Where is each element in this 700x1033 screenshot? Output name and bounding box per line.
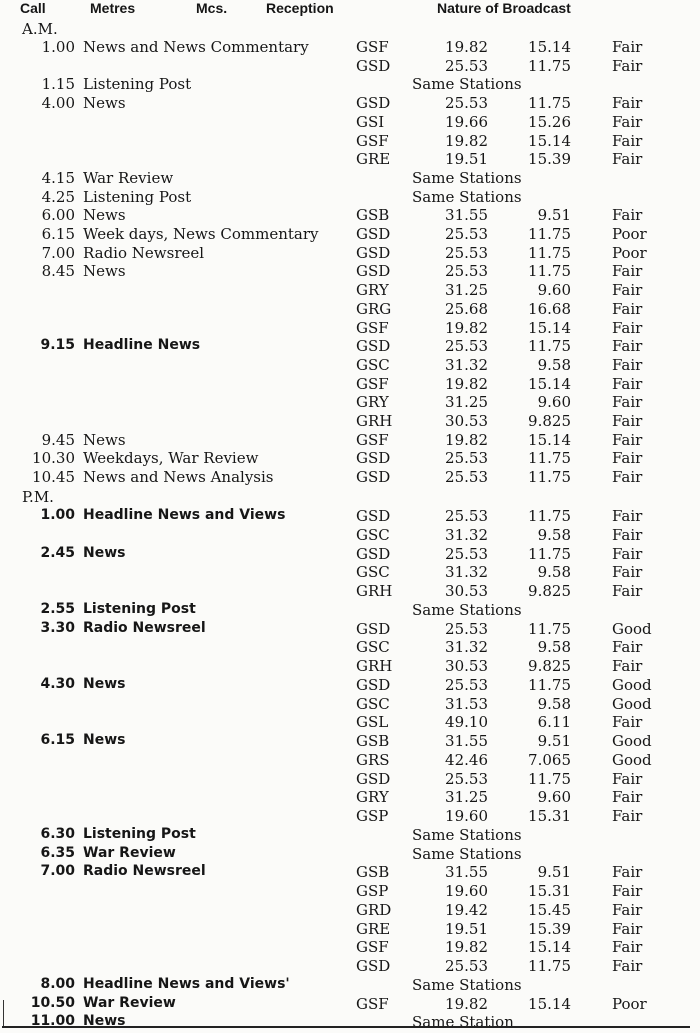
- same-stations-cell: Same Stations: [412, 826, 522, 844]
- metres-cell: 25.53: [445, 449, 488, 467]
- program-cell: Listening Post: [83, 601, 196, 617]
- mcs-cell: 15.14: [528, 38, 571, 56]
- call-sign-cell: GSF: [356, 38, 389, 56]
- metres-cell: 30.53: [445, 412, 488, 430]
- call-sign-cell: GSD: [356, 620, 391, 638]
- mcs-cell: 9.58: [537, 695, 571, 713]
- schedule-row: [0, 262, 700, 281]
- header-call: Call: [20, 0, 46, 16]
- schedule-row: [0, 169, 700, 188]
- time-cell: 3.30: [40, 620, 75, 636]
- schedule-row: [0, 751, 700, 770]
- mcs-cell: 9.825: [528, 412, 571, 430]
- schedule-row: [0, 431, 700, 450]
- program-cell: Headline News: [83, 337, 201, 353]
- metres-cell: 31.55: [445, 732, 488, 750]
- call-sign-cell: GSC: [356, 695, 390, 713]
- metres-cell: 49.10: [445, 713, 488, 731]
- metres-cell: 31.55: [445, 863, 488, 881]
- metres-cell: 25.53: [445, 676, 488, 694]
- mcs-cell: 11.75: [528, 94, 571, 112]
- call-sign-cell: GSD: [356, 770, 391, 788]
- program-cell: News: [83, 732, 126, 748]
- mcs-cell: 6.11: [537, 713, 571, 731]
- schedule-row: [0, 300, 700, 319]
- schedule-row: [0, 995, 700, 1014]
- header-mcs: Mcs.: [196, 0, 228, 16]
- mcs-cell: 9.58: [537, 563, 571, 581]
- metres-cell: 25.53: [445, 94, 488, 112]
- call-sign-cell: GSD: [356, 225, 391, 243]
- mcs-cell: 9.825: [528, 657, 571, 675]
- schedule-row: [0, 375, 700, 394]
- metres-cell: 31.32: [445, 356, 488, 374]
- reception-cell: Good: [612, 695, 652, 713]
- reception-cell: Fair: [612, 545, 643, 563]
- schedule-row: [0, 976, 700, 995]
- program-cell: War Review: [83, 169, 174, 187]
- time-cell: 1.00: [40, 507, 75, 523]
- mcs-cell: 15.26: [528, 113, 571, 131]
- time-cell: 8.45: [41, 262, 75, 280]
- call-sign-cell: GRS: [356, 751, 390, 769]
- reception-cell: Poor: [612, 244, 647, 262]
- call-sign-cell: GRG: [356, 300, 392, 318]
- mcs-cell: 16.68: [528, 300, 571, 318]
- reception-cell: Good: [612, 732, 652, 750]
- reception-cell: Fair: [612, 375, 643, 393]
- schedule-row: [0, 57, 700, 76]
- reception-cell: Fair: [612, 113, 643, 131]
- metres-cell: 31.53: [445, 695, 488, 713]
- call-sign-cell: GSB: [356, 732, 390, 750]
- call-sign-cell: GSI: [356, 113, 385, 131]
- metres-cell: 19.82: [445, 375, 488, 393]
- program-cell: Headline News and Views: [83, 507, 286, 523]
- call-sign-cell: GSP: [356, 807, 389, 825]
- metres-cell: 30.53: [445, 657, 488, 675]
- reception-cell: Fair: [612, 920, 643, 938]
- reception-cell: Fair: [612, 356, 643, 374]
- reception-cell: Fair: [612, 882, 643, 900]
- schedule-row: [0, 38, 700, 57]
- call-sign-cell: GRE: [356, 150, 391, 168]
- schedule-row: [0, 1013, 700, 1032]
- reception-cell: Fair: [612, 807, 643, 825]
- time-cell: 6.00: [41, 206, 75, 224]
- call-sign-cell: GSF: [356, 375, 389, 393]
- call-sign-cell: GSB: [356, 863, 390, 881]
- call-sign-cell: GSL: [356, 713, 389, 731]
- call-sign-cell: GSD: [356, 468, 391, 486]
- mcs-cell: 15.14: [528, 132, 571, 150]
- metres-cell: 19.82: [445, 995, 488, 1013]
- schedule-row: [0, 657, 700, 676]
- mcs-cell: 11.75: [528, 449, 571, 467]
- reception-cell: Fair: [612, 281, 643, 299]
- metres-cell: 31.25: [445, 788, 488, 806]
- call-sign-cell: GSC: [356, 356, 390, 374]
- reception-cell: Fair: [612, 431, 643, 449]
- metres-cell: 19.82: [445, 132, 488, 150]
- time-cell: 2.45: [40, 545, 75, 561]
- call-sign-cell: GSF: [356, 319, 389, 337]
- schedule-row: [0, 113, 700, 132]
- call-sign-cell: GSF: [356, 132, 389, 150]
- mcs-cell: 11.75: [528, 957, 571, 975]
- metres-cell: 25.53: [445, 337, 488, 355]
- schedule-row: [0, 281, 700, 300]
- metres-cell: 25.53: [445, 620, 488, 638]
- mcs-cell: 7.065: [528, 751, 571, 769]
- time-cell: 10.30: [32, 449, 75, 467]
- metres-cell: 25.53: [445, 770, 488, 788]
- schedule-row: [0, 468, 700, 487]
- schedule-row: [0, 882, 700, 901]
- call-sign-cell: GSD: [356, 507, 391, 525]
- time-cell: 1.15: [41, 75, 75, 93]
- metres-cell: 31.55: [445, 206, 488, 224]
- metres-cell: 19.82: [445, 319, 488, 337]
- metres-cell: 25.53: [445, 262, 488, 280]
- reception-cell: Fair: [612, 938, 643, 956]
- mcs-cell: 11.75: [528, 57, 571, 75]
- time-cell: 7.00: [41, 244, 75, 262]
- call-sign-cell: GSP: [356, 882, 389, 900]
- reception-cell: Fair: [612, 770, 643, 788]
- schedule-row: [0, 676, 700, 695]
- schedule-row: [0, 582, 700, 601]
- schedule-row: [0, 94, 700, 113]
- call-sign-cell: GSD: [356, 244, 391, 262]
- time-cell: 6.35: [40, 845, 75, 861]
- time-cell: 10.50: [30, 995, 75, 1011]
- metres-cell: 25.68: [445, 300, 488, 318]
- schedule-row: [0, 393, 700, 412]
- schedule-row: [0, 188, 700, 207]
- mcs-cell: 11.75: [528, 244, 571, 262]
- mcs-cell: 15.39: [528, 150, 571, 168]
- schedule-row: [0, 526, 700, 545]
- time-cell: 6.15: [40, 732, 75, 748]
- call-sign-cell: GSF: [356, 431, 389, 449]
- same-stations-cell: Same Stations: [412, 601, 522, 619]
- metres-cell: 31.25: [445, 393, 488, 411]
- call-sign-cell: GSD: [356, 545, 391, 563]
- metres-cell: 19.60: [445, 882, 488, 900]
- mcs-cell: 11.75: [528, 337, 571, 355]
- reception-cell: Fair: [612, 337, 643, 355]
- time-cell: 2.55: [40, 601, 75, 617]
- time-cell: 4.00: [41, 94, 75, 112]
- same-stations-cell: Same Stations: [412, 188, 522, 206]
- mcs-cell: 15.31: [528, 882, 571, 900]
- program-cell: Listening Post: [83, 826, 196, 842]
- metres-cell: 25.53: [445, 244, 488, 262]
- schedule-row: [0, 863, 700, 882]
- program-cell: War Review: [83, 845, 176, 861]
- call-sign-cell: GSC: [356, 638, 390, 656]
- time-cell: 7.00: [40, 863, 75, 879]
- reception-cell: Fair: [612, 449, 643, 467]
- call-sign-cell: GRE: [356, 920, 391, 938]
- metres-cell: 19.66: [445, 113, 488, 131]
- margin-line: [3, 1000, 4, 1028]
- schedule-row: [0, 620, 700, 639]
- reception-cell: Fair: [612, 638, 643, 656]
- metres-cell: 25.53: [445, 545, 488, 563]
- schedule-row: [0, 132, 700, 151]
- program-cell: Headline News and Views': [83, 976, 290, 992]
- schedule-row: [0, 732, 700, 751]
- reception-cell: Fair: [612, 393, 643, 411]
- mcs-cell: 11.75: [528, 468, 571, 486]
- metres-cell: 19.60: [445, 807, 488, 825]
- mcs-cell: 15.14: [528, 431, 571, 449]
- mcs-cell: 15.14: [528, 938, 571, 956]
- call-sign-cell: GRH: [356, 657, 393, 675]
- metres-cell: 25.53: [445, 57, 488, 75]
- schedule-row: [0, 150, 700, 169]
- same-stations-cell: Same Stations: [412, 75, 522, 93]
- mcs-cell: 9.60: [537, 393, 571, 411]
- metres-cell: 30.53: [445, 582, 488, 600]
- mcs-cell: 9.58: [537, 638, 571, 656]
- program-cell: War Review: [83, 995, 176, 1011]
- mcs-cell: 11.75: [528, 225, 571, 243]
- reception-cell: Fair: [612, 901, 643, 919]
- time-cell: 6.15: [41, 225, 75, 243]
- header-reception: Reception: [266, 0, 334, 16]
- reception-cell: Fair: [612, 863, 643, 881]
- time-cell: 9.45: [41, 431, 75, 449]
- time-cell: 4.25: [41, 188, 75, 206]
- call-sign-cell: GSD: [356, 57, 391, 75]
- call-sign-cell: GSC: [356, 563, 390, 581]
- mcs-cell: 11.75: [528, 620, 571, 638]
- metres-cell: 19.82: [445, 938, 488, 956]
- mcs-cell: 9.51: [537, 863, 571, 881]
- program-cell: News: [83, 1013, 126, 1029]
- time-cell: 11.00: [30, 1013, 75, 1029]
- mcs-cell: 9.60: [537, 788, 571, 806]
- schedule-row: [0, 601, 700, 620]
- program-cell: News: [83, 676, 126, 692]
- metres-cell: 19.42: [445, 901, 488, 919]
- same-stations-cell: Same Stations: [412, 169, 522, 187]
- program-cell: News: [83, 94, 126, 112]
- schedule-row: [0, 356, 700, 375]
- metres-cell: 19.82: [445, 431, 488, 449]
- call-sign-cell: GSD: [356, 262, 391, 280]
- metres-cell: 31.32: [445, 563, 488, 581]
- reception-cell: Fair: [612, 132, 643, 150]
- reception-cell: Good: [612, 676, 652, 694]
- mcs-cell: 9.60: [537, 281, 571, 299]
- reception-cell: Fair: [612, 38, 643, 56]
- reception-cell: Fair: [612, 150, 643, 168]
- schedule-row: [0, 920, 700, 939]
- mcs-cell: 15.39: [528, 920, 571, 938]
- mcs-cell: 9.825: [528, 582, 571, 600]
- schedule-row: [0, 770, 700, 789]
- schedule-row: [0, 901, 700, 920]
- metres-cell: 25.53: [445, 957, 488, 975]
- schedule-row: [0, 244, 700, 263]
- same-stations-cell: Same Station: [412, 1013, 514, 1031]
- call-sign-cell: GSB: [356, 206, 390, 224]
- reception-cell: Fair: [612, 563, 643, 581]
- reception-cell: Fair: [612, 788, 643, 806]
- metres-cell: 19.82: [445, 38, 488, 56]
- schedule-row: [0, 826, 700, 845]
- call-sign-cell: GRD: [356, 901, 392, 919]
- mcs-cell: 9.51: [537, 732, 571, 750]
- reception-cell: Fair: [612, 262, 643, 280]
- call-sign-cell: GRH: [356, 582, 393, 600]
- reception-cell: Fair: [612, 713, 643, 731]
- call-sign-cell: GRH: [356, 412, 393, 430]
- program-cell: Radio Newsreel: [83, 244, 205, 262]
- reception-cell: Poor: [612, 995, 647, 1013]
- time-cell: 8.00: [40, 976, 75, 992]
- schedule-row: [0, 695, 700, 714]
- mcs-cell: 9.58: [537, 356, 571, 374]
- program-cell: News: [83, 545, 126, 561]
- section-am: A.M.: [22, 20, 58, 38]
- same-stations-cell: Same Stations: [412, 976, 522, 994]
- reception-cell: Fair: [612, 57, 643, 75]
- program-cell: Listening Post: [83, 188, 192, 206]
- schedule-row: [0, 938, 700, 957]
- mcs-cell: 9.58: [537, 526, 571, 544]
- reception-cell: Fair: [612, 526, 643, 544]
- program-cell: News: [83, 431, 126, 449]
- metres-cell: 31.25: [445, 281, 488, 299]
- mcs-cell: 11.75: [528, 262, 571, 280]
- call-sign-cell: GRY: [356, 281, 389, 299]
- mcs-cell: 11.75: [528, 770, 571, 788]
- call-sign-cell: GSD: [356, 94, 391, 112]
- schedule-row: [0, 449, 700, 468]
- mcs-cell: 11.75: [528, 545, 571, 563]
- schedule-row: [0, 206, 700, 225]
- metres-cell: 25.53: [445, 225, 488, 243]
- reception-cell: Fair: [612, 94, 643, 112]
- reception-cell: Fair: [612, 657, 643, 675]
- metres-cell: 42.46: [445, 751, 488, 769]
- schedule-row: [0, 337, 700, 356]
- schedule-row: [0, 957, 700, 976]
- time-cell: 10.45: [32, 468, 75, 486]
- reception-cell: Good: [612, 620, 652, 638]
- metres-cell: 25.53: [445, 468, 488, 486]
- metres-cell: 31.32: [445, 526, 488, 544]
- call-sign-cell: GSD: [356, 449, 391, 467]
- metres-cell: 31.32: [445, 638, 488, 656]
- schedule-row: [0, 507, 700, 526]
- call-sign-cell: GSD: [356, 957, 391, 975]
- schedule-row: [0, 412, 700, 431]
- program-cell: Listening Post: [83, 75, 192, 93]
- bottom-rule: [2, 1026, 690, 1028]
- mcs-cell: 15.14: [528, 319, 571, 337]
- mcs-cell: 11.75: [528, 507, 571, 525]
- mcs-cell: 11.75: [528, 676, 571, 694]
- program-cell: News: [83, 206, 126, 224]
- call-sign-cell: GSC: [356, 526, 390, 544]
- mcs-cell: 15.14: [528, 375, 571, 393]
- schedule-row: [0, 563, 700, 582]
- time-cell: 1.00: [41, 38, 75, 56]
- metres-cell: 19.51: [445, 150, 488, 168]
- metres-cell: 19.51: [445, 920, 488, 938]
- schedule-row: [0, 319, 700, 338]
- header-nature: Nature of Broadcast: [437, 0, 571, 16]
- schedule-row: [0, 845, 700, 864]
- program-cell: Week days, News Commentary: [83, 225, 319, 243]
- program-cell: Radio Newsreel: [83, 863, 206, 879]
- call-sign-cell: GSF: [356, 995, 389, 1013]
- reception-cell: Fair: [612, 319, 643, 337]
- schedule-row: [0, 638, 700, 657]
- program-cell: News and News Analysis: [83, 468, 274, 486]
- mcs-cell: 9.51: [537, 206, 571, 224]
- mcs-cell: 15.45: [528, 901, 571, 919]
- mcs-cell: 15.31: [528, 807, 571, 825]
- schedule-row: [0, 225, 700, 244]
- time-cell: 9.15: [40, 337, 75, 353]
- reception-cell: Fair: [612, 468, 643, 486]
- program-cell: Weekdays, War Review: [83, 449, 259, 467]
- call-sign-cell: GSD: [356, 337, 391, 355]
- reception-cell: Fair: [612, 206, 643, 224]
- call-sign-cell: GRY: [356, 393, 389, 411]
- time-cell: 4.30: [40, 676, 75, 692]
- call-sign-cell: GSD: [356, 676, 391, 694]
- reception-cell: Fair: [612, 957, 643, 975]
- program-cell: Radio Newsreel: [83, 620, 206, 636]
- mcs-cell: 15.14: [528, 995, 571, 1013]
- schedule-row: [0, 788, 700, 807]
- reception-cell: Fair: [612, 300, 643, 318]
- reception-cell: Fair: [612, 582, 643, 600]
- call-sign-cell: GRY: [356, 788, 389, 806]
- reception-cell: Fair: [612, 412, 643, 430]
- program-cell: News: [83, 262, 126, 280]
- reception-cell: Poor: [612, 225, 647, 243]
- time-cell: 6.30: [40, 826, 75, 842]
- reception-cell: Fair: [612, 507, 643, 525]
- reception-cell: Good: [612, 751, 652, 769]
- call-sign-cell: GSF: [356, 938, 389, 956]
- schedule-row: [0, 713, 700, 732]
- program-cell: News and News Commentary: [83, 38, 309, 56]
- schedule-row: [0, 75, 700, 94]
- schedule-row: [0, 807, 700, 826]
- time-cell: 4.15: [41, 169, 75, 187]
- metres-cell: 25.53: [445, 507, 488, 525]
- schedule-row: [0, 545, 700, 564]
- section-pm: P.M.: [22, 488, 54, 506]
- header-metres: Metres: [90, 0, 136, 16]
- same-stations-cell: Same Stations: [412, 845, 522, 863]
